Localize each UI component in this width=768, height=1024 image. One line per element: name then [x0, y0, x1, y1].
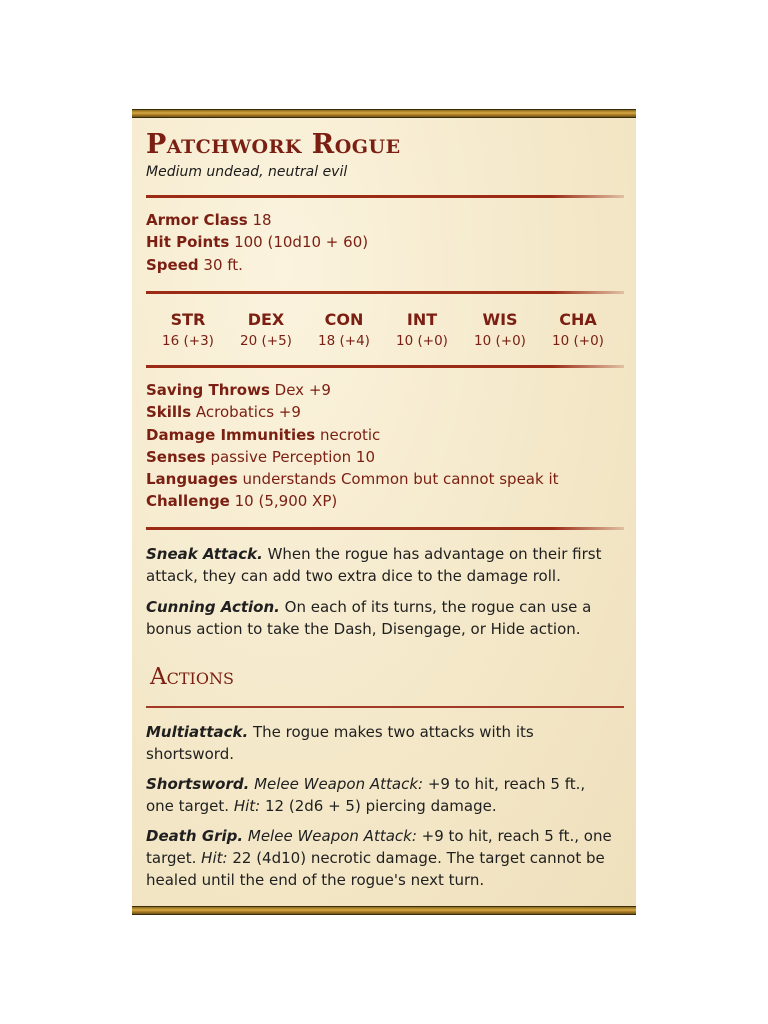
speed-line — [146, 256, 243, 274]
hit-points-line — [146, 233, 368, 251]
ability-name: WIS — [482, 310, 518, 329]
trait-name: Cunning Action. — [146, 598, 280, 616]
languages-value: understands Common but cannot speak it — [242, 470, 559, 488]
monster-type: Medium undead, neutral evil — [146, 164, 348, 180]
ability-name: STR — [170, 310, 206, 329]
hit-label: Hit: — [201, 849, 228, 867]
action-multiattack — [146, 721, 616, 765]
skills-label: Skills — [146, 403, 192, 421]
action-name: Death Grip. — [146, 827, 244, 845]
attack-text: +9 to hit, reach 5 ft., one target. — [146, 775, 586, 815]
trait-text: When the rogue has advantage on their first attack, they can add two extra dice to the damage roll. — [146, 545, 602, 585]
hit-points-label: Hit Points — [146, 233, 230, 251]
stat-block-card — [132, 109, 636, 915]
senses-label: Senses — [146, 448, 206, 466]
divider — [146, 291, 624, 294]
actions-divider — [146, 706, 624, 708]
top-border — [132, 109, 636, 118]
action-name: Shortsword. — [146, 775, 250, 793]
ability-name: INT — [406, 310, 438, 329]
action-shortsword — [146, 773, 616, 817]
hit-points-value: 100 (10d10 + 60) — [234, 233, 369, 251]
languages-line — [146, 470, 559, 488]
ability-name: DEX — [247, 310, 285, 329]
monster-name: Patchwork Rogue — [146, 129, 401, 160]
senses-line — [146, 448, 375, 466]
attack-type: Melee Weapon Attack: — [254, 775, 424, 793]
action-text: The rogue makes two attacks with its shortsword. — [146, 723, 534, 763]
saving-throws-label: Saving Throws — [146, 381, 270, 399]
hit-label: Hit: — [233, 797, 261, 815]
ability-value: 18 (+4) — [318, 333, 370, 349]
challenge-line — [146, 492, 337, 510]
ability-value: 10 (+0) — [396, 333, 448, 349]
ability-name: CHA — [559, 310, 597, 329]
divider — [146, 365, 624, 368]
trait-cunning-action — [146, 596, 616, 640]
skills-line — [146, 403, 301, 421]
languages-label: Languages — [146, 470, 238, 488]
hit-text: 22 (4d10) necrotic damage. The target cannot be healed until the end of the rogue's next turn. — [146, 849, 605, 889]
ability-name: CON — [324, 310, 364, 329]
hit-text: 12 (2d6 + 5) piercing damage. — [265, 797, 497, 815]
ability-value: 10 (+0) — [474, 333, 526, 349]
saving-throws-value: Dex +9 — [274, 381, 331, 399]
speed-value: 30 ft. — [203, 256, 243, 274]
challenge-label: Challenge — [146, 492, 230, 510]
trait-sneak-attack — [146, 543, 616, 587]
armor-class-line — [146, 211, 272, 229]
trait-text: On each of its turns, the rogue can use a bonus action to take the Dash, Disengage, or Hide action. — [146, 598, 592, 638]
ability-value: 10 (+0) — [552, 333, 604, 349]
damage-immunities-value: necrotic — [320, 426, 381, 444]
attack-text: +9 to hit, reach 5 ft., one target. — [146, 827, 612, 867]
action-name: Multiattack. — [146, 723, 249, 741]
senses-value: passive Perception 10 — [210, 448, 376, 466]
saving-throws-line — [146, 381, 331, 399]
bottom-border — [132, 906, 636, 915]
divider — [146, 195, 624, 198]
damage-immunities-label: Damage Immunities — [146, 426, 316, 444]
ability-value: 20 (+5) — [240, 333, 292, 349]
actions-heading: Actions — [150, 664, 234, 690]
action-death-grip — [146, 825, 616, 891]
challenge-value: 10 (5,900 XP) — [234, 492, 338, 510]
trait-name: Sneak Attack. — [146, 545, 263, 563]
divider — [146, 527, 624, 530]
attack-type: Melee Weapon Attack: — [247, 827, 417, 845]
damage-immunities-line — [146, 426, 380, 444]
armor-class-value: 18 — [252, 211, 272, 229]
armor-class-label: Armor Class — [146, 211, 248, 229]
skills-value: Acrobatics +9 — [195, 403, 301, 421]
ability-value: 16 (+3) — [162, 333, 214, 349]
speed-label: Speed — [146, 256, 199, 274]
